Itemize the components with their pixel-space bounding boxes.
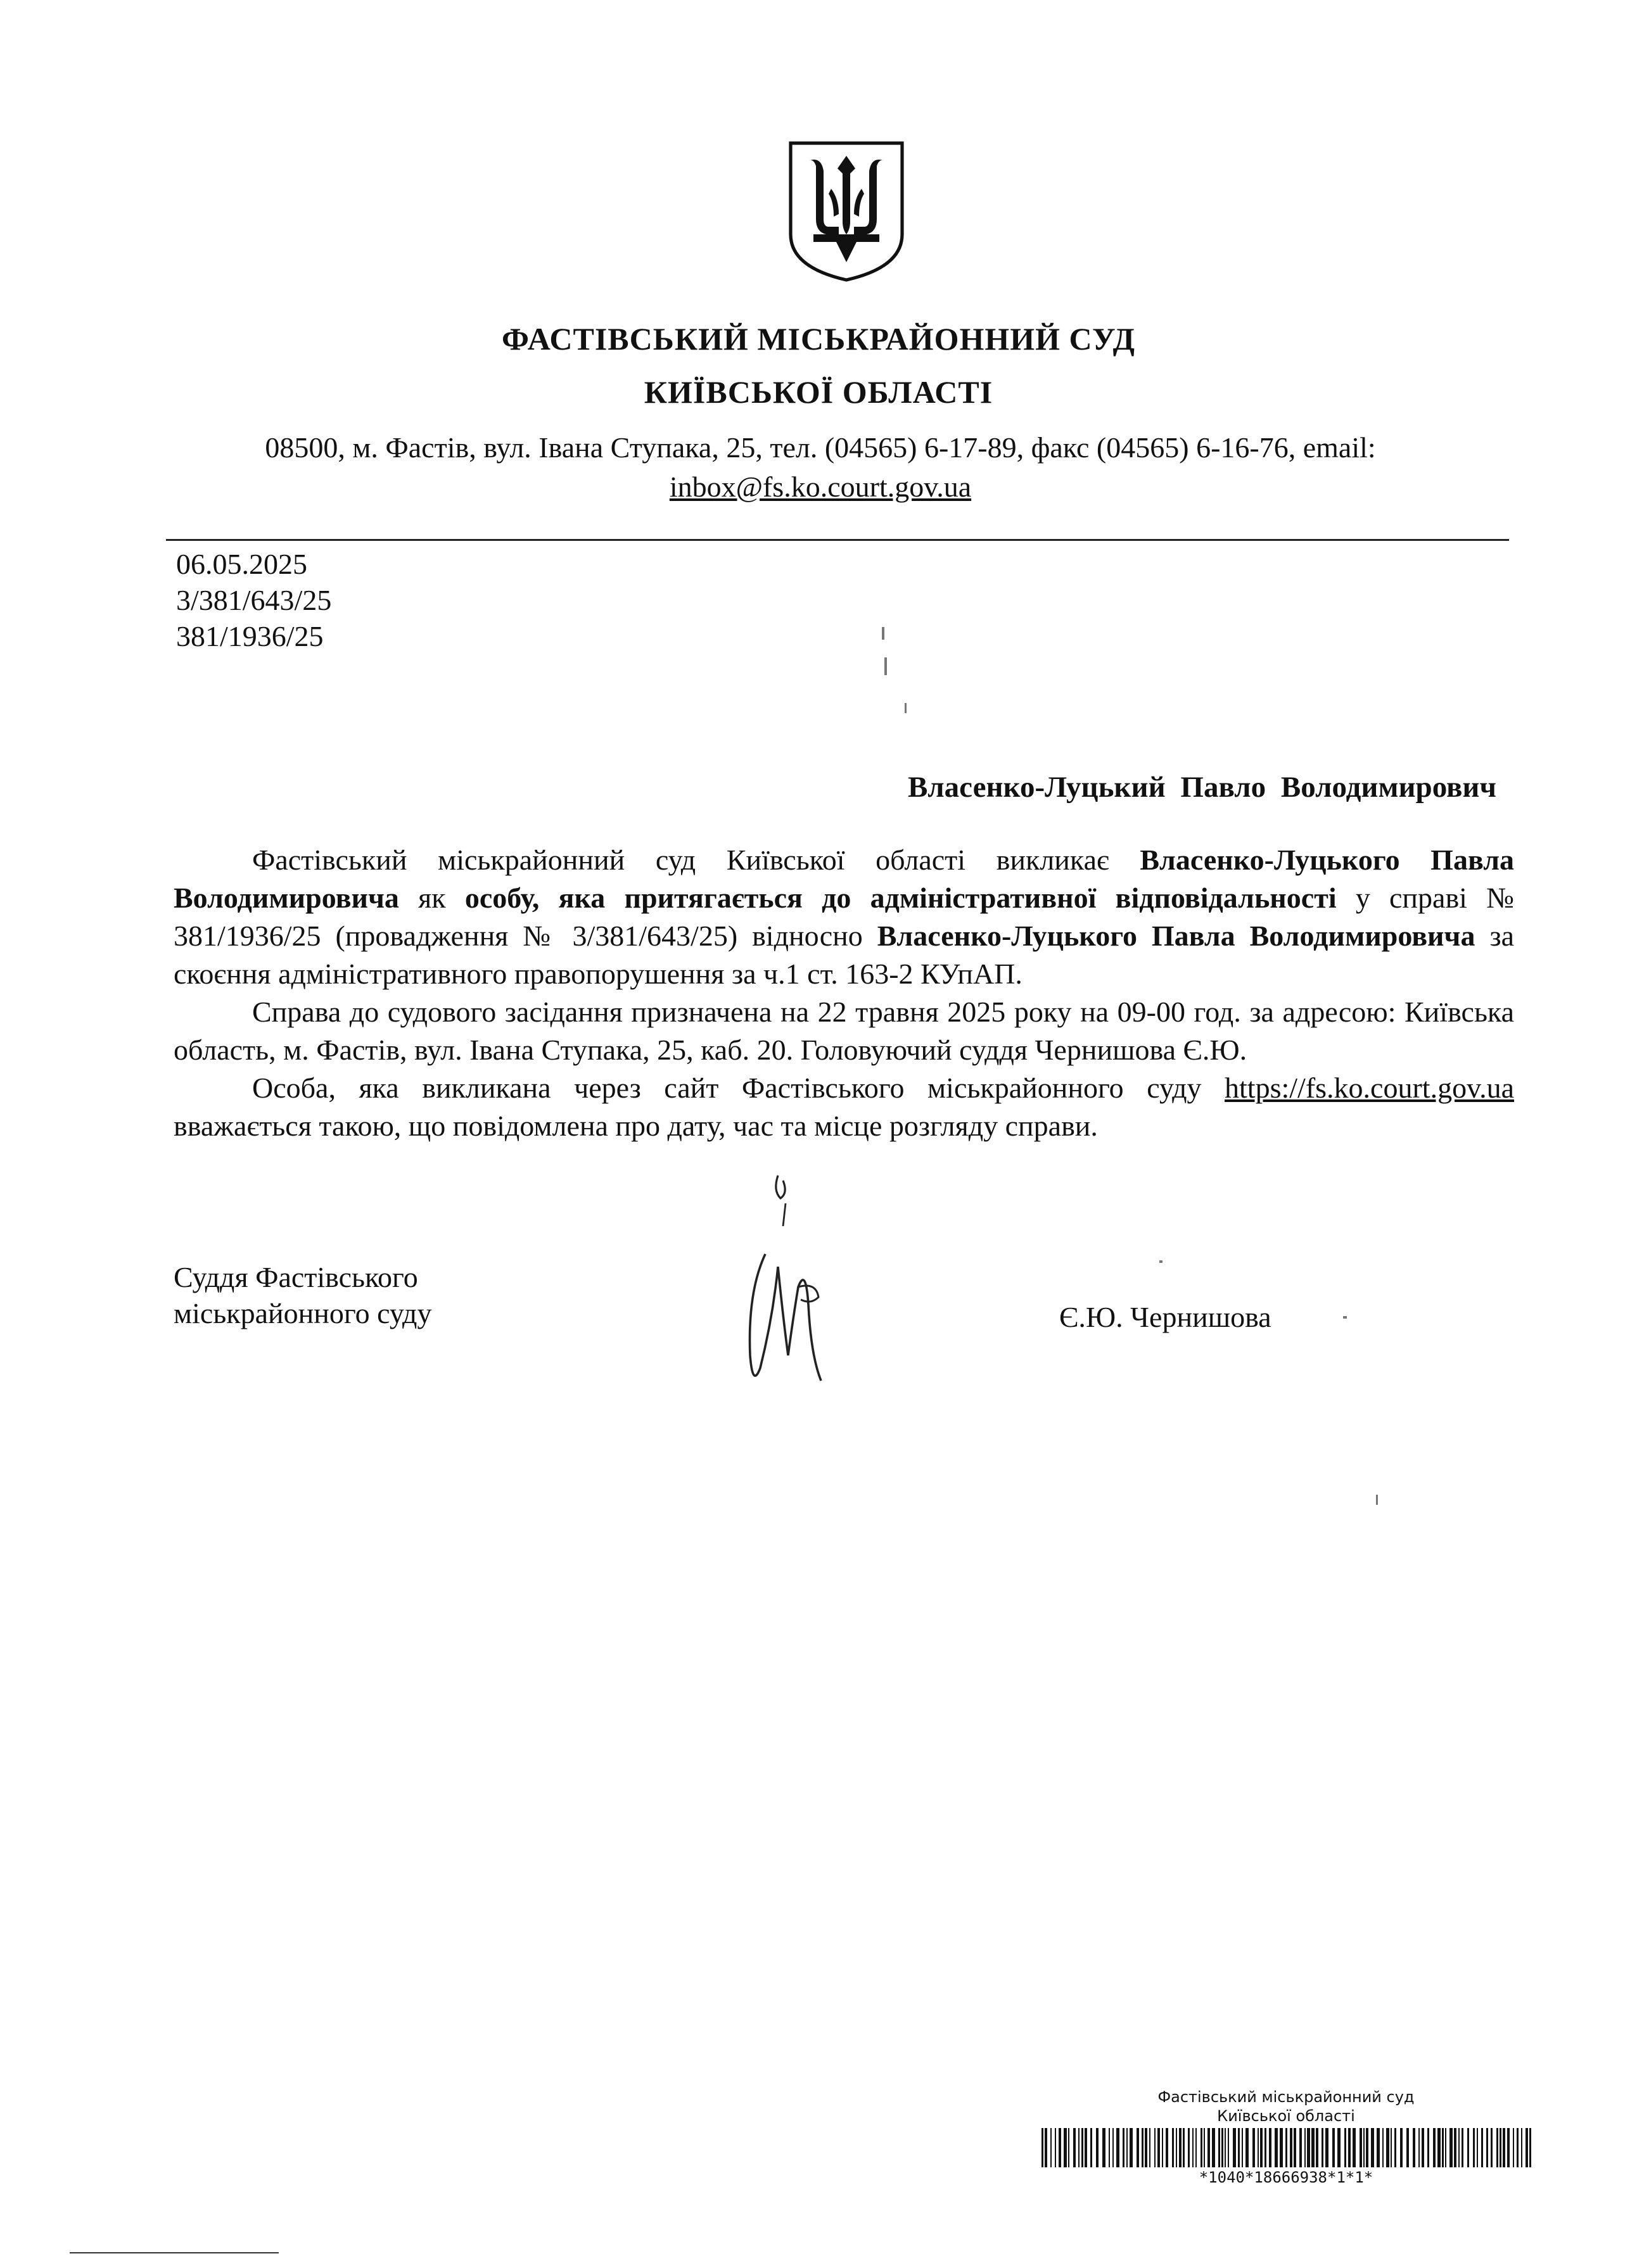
barcode-bar — [1068, 2128, 1069, 2167]
barcode-bar — [1055, 2128, 1056, 2167]
barcode-bar — [1225, 2128, 1226, 2167]
barcode-bar — [1149, 2128, 1150, 2167]
person-role: особу, яка притягається до адміністративної відповідальності — [464, 882, 1337, 914]
barcode-bar — [1221, 2128, 1223, 2167]
barcode-bar — [1102, 2128, 1105, 2167]
barcode-bar — [1204, 2128, 1205, 2167]
footer-divider — [70, 2252, 279, 2253]
paragraph-summons — [174, 841, 1514, 993]
proceeding-number: 3/381/643/25 — [176, 584, 332, 616]
barcode-bar — [1179, 2128, 1182, 2167]
scan-speck — [1343, 1316, 1347, 1319]
barcode-bar — [1112, 2128, 1114, 2167]
recipient-name: Власенко-Луцький Павло Володимирович — [907, 771, 1496, 804]
stamp-region: Київської області — [1217, 2107, 1355, 2125]
barcode-bar — [1400, 2128, 1403, 2167]
barcode-bar — [1081, 2128, 1083, 2167]
barcode-bar — [1172, 2128, 1174, 2167]
barcode-bar — [1299, 2128, 1302, 2167]
barcode-bar — [1322, 2128, 1323, 2167]
barcode-bar — [1500, 2128, 1501, 2167]
barcode-bar — [1481, 2128, 1483, 2167]
barcode-bar — [1422, 2128, 1424, 2167]
barcode-bar — [1406, 2128, 1409, 2167]
court-website-link[interactable]: https://fs.ko.court.gov.ua — [1225, 1072, 1514, 1104]
barcode-bar — [1382, 2128, 1384, 2167]
barcode-bar — [1109, 2128, 1110, 2167]
barcode-bar — [1513, 2128, 1514, 2167]
judge-position-line: Суддя Фастівського — [174, 1261, 418, 1293]
barcode-bar — [1445, 2128, 1446, 2167]
barcode-bar — [1252, 2128, 1255, 2167]
header-divider — [166, 539, 1509, 541]
barcode-bar — [1442, 2128, 1444, 2167]
barcode-bar — [1116, 2128, 1119, 2167]
barcode-bar — [1242, 2128, 1243, 2167]
barcode-bar — [1348, 2128, 1351, 2167]
trident-coat-of-arms-icon — [783, 138, 910, 285]
barcode-bar — [1269, 2128, 1271, 2167]
barcode-bar — [1337, 2128, 1341, 2167]
barcode-bar — [1413, 2128, 1415, 2167]
barcode-bar — [1096, 2128, 1099, 2167]
email-link[interactable]: inbox@fs.ko.court.gov.ua — [669, 471, 972, 503]
barcode-bar — [1162, 2128, 1163, 2167]
barcode-bar — [1418, 2128, 1420, 2167]
barcode-bar — [1280, 2128, 1283, 2167]
barcode-bar — [1192, 2128, 1194, 2167]
barcode-bar — [1391, 2128, 1392, 2167]
barcode-bar — [1529, 2128, 1531, 2167]
barcode-bar — [1123, 2128, 1124, 2167]
barcode-bar — [1258, 2128, 1259, 2167]
barcode-bar — [1126, 2128, 1128, 2167]
barcode-bar — [1045, 2128, 1047, 2167]
barcode-bar — [1090, 2128, 1092, 2167]
barcode-bar — [1078, 2128, 1080, 2167]
barcode-bar — [1449, 2128, 1453, 2167]
barcode-bar — [1188, 2128, 1190, 2167]
barcode-bar — [1285, 2128, 1287, 2167]
barcode-bar — [1073, 2128, 1076, 2167]
barcode-number: *1040*18666938*1*1* — [1199, 2169, 1373, 2186]
barcode-bar — [1517, 2128, 1519, 2167]
barcode-bar — [1467, 2128, 1469, 2167]
barcode-bar — [1064, 2128, 1067, 2167]
barcode — [1039, 2128, 1533, 2167]
barcode-bar — [1304, 2128, 1306, 2167]
barcode-bar — [1344, 2128, 1346, 2167]
barcode-bar — [1307, 2128, 1310, 2167]
court-address: 08500, м. Фастів, вул. Івана Ступака, 25, тел. (04565) 6-17-89, факс (04565) 6-16-76, email: — [265, 431, 1376, 464]
barcode-bar — [1366, 2128, 1368, 2167]
barcode-bar — [1260, 2128, 1263, 2167]
barcode-bar — [1371, 2128, 1374, 2167]
document-date: 06.05.2025 — [176, 548, 307, 580]
text-fragment: Особа, яка викликана через сайт Фастівського міськрайонного суду — [252, 1072, 1202, 1104]
court-name: ФАСТІВСЬКИЙ МІСЬКРАЙОННИЙ СУД — [501, 321, 1136, 357]
barcode-bar — [1201, 2128, 1202, 2167]
barcode-bar — [1353, 2128, 1356, 2167]
barcode-bar — [1059, 2128, 1061, 2167]
barcode-bar — [1183, 2128, 1185, 2167]
scan-speck — [884, 657, 887, 675]
barcode-bar — [1218, 2128, 1220, 2167]
barcode-bar — [1130, 2128, 1133, 2167]
case-number: 381/1936/25 — [176, 620, 324, 652]
stamp-court-name: Фастівський міськрайонний суд — [1157, 2088, 1415, 2106]
barcode-bar — [1041, 2128, 1043, 2167]
barcode-bar — [1137, 2128, 1139, 2167]
barcode-bar — [1454, 2128, 1456, 2167]
barcode-bar — [1157, 2128, 1160, 2167]
barcode-bar — [1332, 2128, 1335, 2167]
barcode-bar — [1491, 2128, 1493, 2167]
barcode-bar — [1526, 2128, 1528, 2167]
barcode-bar — [1195, 2128, 1197, 2167]
barcode-bar — [1176, 2128, 1177, 2167]
barcode-bar — [1207, 2128, 1210, 2167]
barcode-bar — [1462, 2128, 1463, 2167]
barcode-bar — [1496, 2128, 1498, 2167]
barcode-bar — [1360, 2128, 1362, 2167]
barcode-bar — [1238, 2128, 1240, 2167]
text-fragment: як — [418, 882, 446, 914]
barcode-bar — [1212, 2128, 1215, 2167]
barcode-bar — [1233, 2128, 1236, 2167]
text-fragment: у справі № 381/1936/25 (провадження № 3/381/643/25) відносно — [174, 882, 1515, 952]
barcode-bar — [1437, 2128, 1441, 2167]
paragraph-hearing: Справа до судового засідання призначена на 22 травня 2025 року на 09-00 год. за адресою: Київська область, м. Фастів, вул. Івана Ступака, 25, каб. 20. Головуючий суддя Чернишова Є.Ю. — [174, 996, 1514, 1066]
court-contacts — [184, 428, 1457, 507]
court-region: КИЇВСЬКОЇ ОБЛАСТІ — [644, 374, 993, 410]
barcode-bar — [1427, 2128, 1429, 2167]
barcode-bar — [1486, 2128, 1488, 2167]
barcode-bar — [1085, 2128, 1087, 2167]
scan-speck — [1159, 1260, 1162, 1263]
text-fragment: за скоєння адміністративного правопорушення за ч.1 ст. 163-2 КУпАП. — [174, 920, 1515, 990]
barcode-bar — [1394, 2128, 1396, 2167]
barcode-bar — [1325, 2128, 1328, 2167]
scan-speck — [1376, 1495, 1378, 1505]
barcode-bar — [1142, 2128, 1143, 2167]
barcode-bar — [1050, 2128, 1052, 2167]
text-fragment: Фастівський міськрайонний суд Київської області викликає — [252, 844, 1109, 876]
summons-body — [174, 841, 1514, 1145]
judge-position — [174, 1259, 431, 1331]
document-meta — [176, 546, 331, 654]
barcode-bar — [1311, 2128, 1315, 2167]
barcode-bar — [1245, 2128, 1249, 2167]
scan-speck — [882, 627, 884, 640]
barcode-bar — [1477, 2128, 1478, 2167]
barcode-bar — [1363, 2128, 1365, 2167]
barcode-bar — [1458, 2128, 1460, 2167]
judge-position-line: міськрайонного суду — [174, 1297, 432, 1329]
judge-name: Є.Ю. Чернишова — [1059, 1301, 1271, 1333]
barcode-bar — [1503, 2128, 1505, 2167]
registry-stamp — [1039, 2087, 1533, 2186]
barcode-bar — [1377, 2128, 1380, 2167]
barcode-bar — [1154, 2128, 1156, 2167]
scan-speck — [905, 703, 907, 713]
barcode-bar — [1294, 2128, 1296, 2167]
text-fragment: вважається такою, що повідомлена про дату, час та місце розгляду справи. — [174, 1110, 1098, 1142]
barcode-bar — [1316, 2128, 1318, 2167]
person-name: Власенко-Луцького Павла Володимировича — [877, 920, 1475, 952]
barcode-bar — [1228, 2128, 1229, 2167]
handwritten-signature — [727, 1165, 854, 1406]
person-name: Власенко-Луцького Павла Володимировича — [174, 844, 1515, 914]
barcode-bar — [1145, 2128, 1147, 2167]
barcode-bar — [1290, 2128, 1292, 2167]
barcode-bar — [1386, 2128, 1389, 2167]
barcode-bar — [1264, 2128, 1266, 2167]
barcode-bar — [1521, 2128, 1522, 2167]
barcode-bar — [1473, 2128, 1475, 2167]
barcode-bar — [1275, 2128, 1278, 2167]
paragraph-notice — [174, 1069, 1514, 1145]
barcode-bar — [1507, 2128, 1510, 2167]
barcode-bar — [1166, 2128, 1168, 2167]
barcode-bar — [1433, 2128, 1436, 2167]
